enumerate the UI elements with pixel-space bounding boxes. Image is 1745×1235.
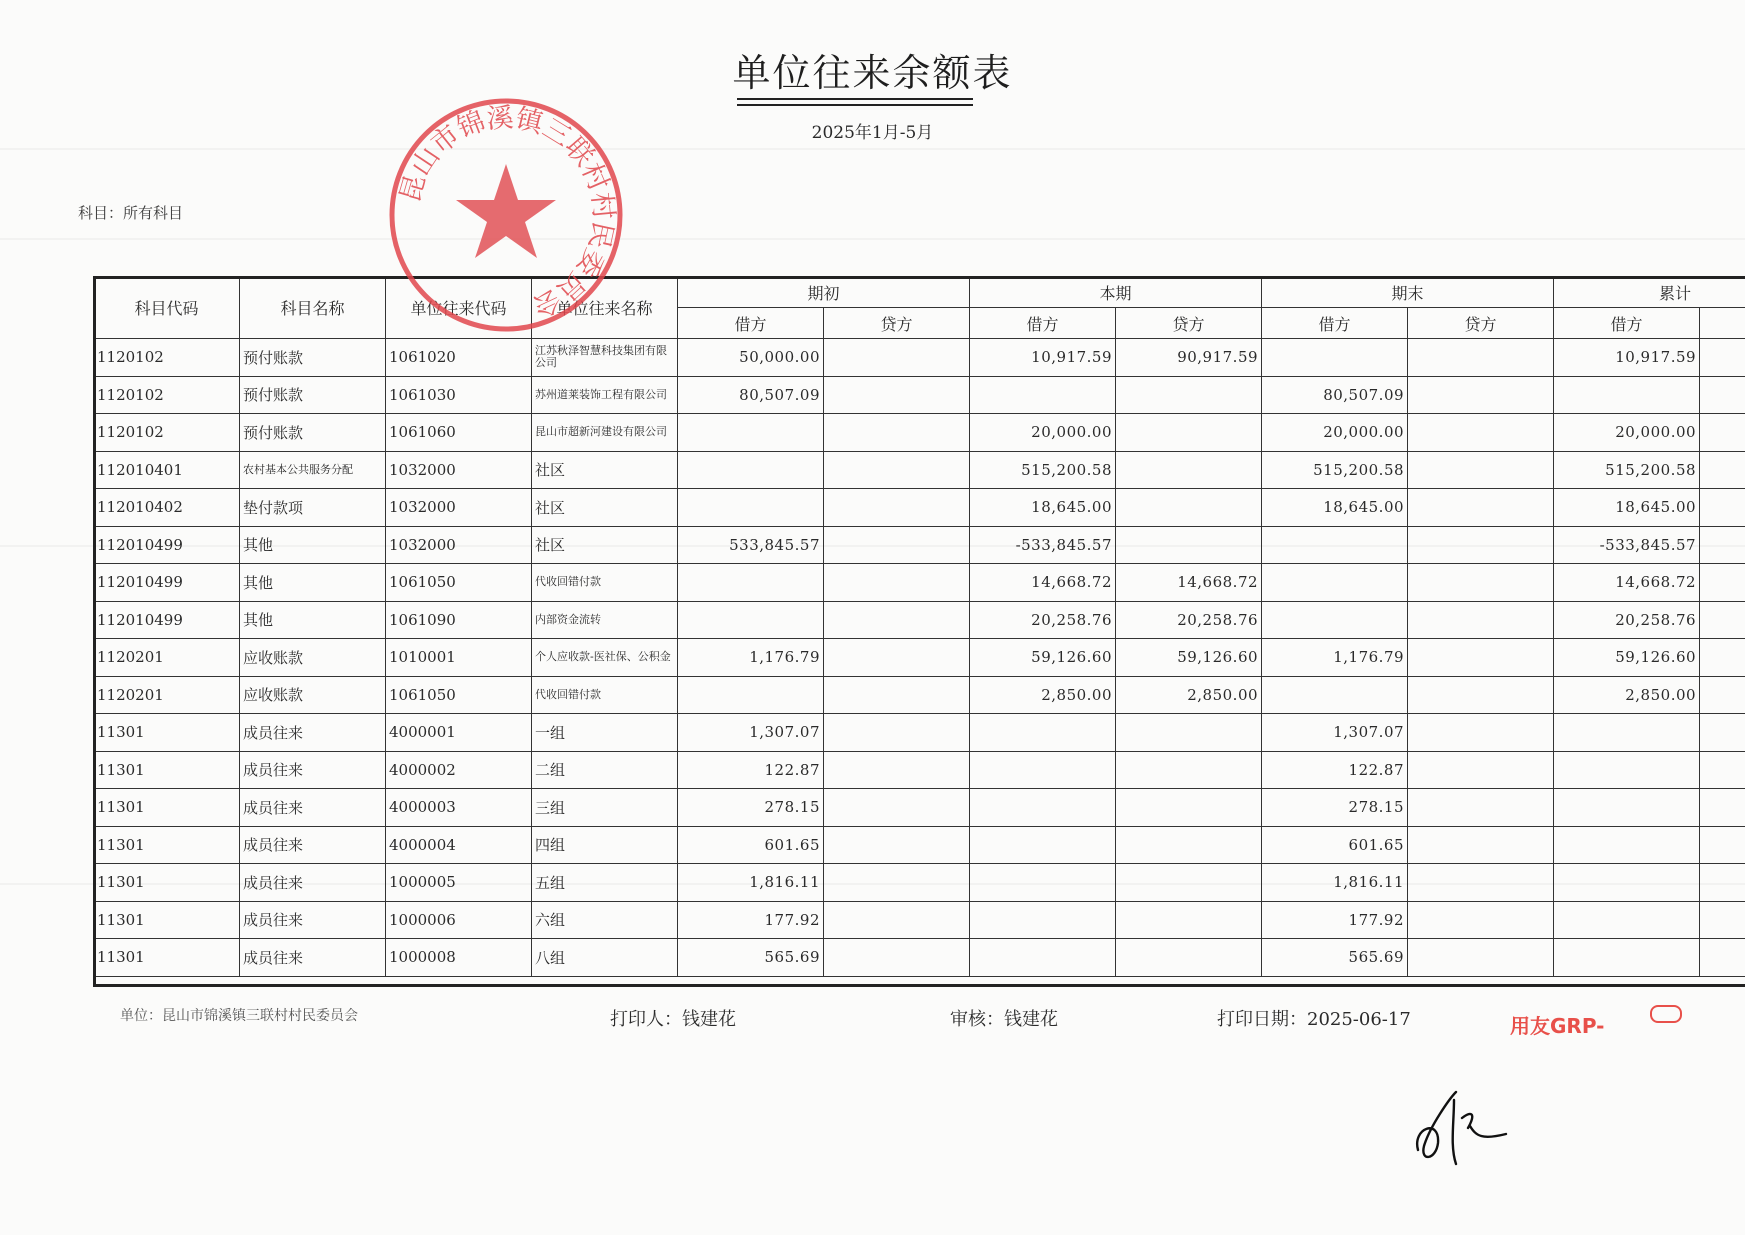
cell-code: 112010499 [94, 564, 240, 602]
cell-opening-debit: 1,307.07 [678, 714, 824, 752]
cell-cumulative-debit: 10,917.59 [1554, 339, 1700, 377]
cell-unit-code: 1061090 [386, 601, 532, 639]
table-row [94, 901, 1745, 939]
cell-cumulative-credit [1700, 414, 1745, 452]
cell-name: 成员往来 [240, 714, 386, 752]
cell-cumulative-debit: 14,668.72 [1554, 564, 1700, 602]
cell-closing-credit [1408, 751, 1554, 789]
cell-current-credit [1116, 489, 1262, 527]
cell-name: 农村基本公共服务分配 [240, 451, 386, 489]
cell-unit-code: 1061050 [386, 676, 532, 714]
cell-opening-debit: 601.65 [678, 826, 824, 864]
cell-unit-code: 1061030 [386, 376, 532, 414]
cell-cumulative-credit [1700, 864, 1745, 902]
table-row [94, 414, 1745, 452]
cell-cumulative-debit [1554, 939, 1700, 977]
cell-name: 垫付款项 [240, 489, 386, 527]
cell-closing-debit: 80,507.09 [1262, 376, 1408, 414]
cell-cumulative-credit [1700, 826, 1745, 864]
report-title: 单位往来余额表 [732, 51, 1013, 95]
table-row [94, 639, 1745, 677]
cell-unit-code: 1010001 [386, 639, 532, 677]
cell-unit-name: 代收回错付款 [532, 564, 678, 602]
cell-cumulative-credit [1700, 601, 1745, 639]
cell-opening-credit [824, 676, 970, 714]
cell-current-debit: 515,200.58 [970, 451, 1116, 489]
footer-reviewer: 审核：钱建花 [950, 1009, 1058, 1030]
cell-closing-credit [1408, 526, 1554, 564]
cell-name: 成员往来 [240, 864, 386, 902]
cell-unit-name: 三组 [532, 789, 678, 827]
header-closing-credit: 贷方 [1408, 308, 1554, 339]
cell-current-credit: 20,258.76 [1116, 601, 1262, 639]
cell-cumulative-credit [1700, 564, 1745, 602]
cell-code: 11301 [94, 751, 240, 789]
cell-current-debit [970, 864, 1116, 902]
cell-opening-credit [824, 939, 970, 977]
header-cumulative: 累计 [1554, 277, 1745, 308]
cell-cumulative-debit: 2,850.00 [1554, 676, 1700, 714]
cell-opening-credit [824, 414, 970, 452]
cell-closing-debit: 20,000.00 [1262, 414, 1408, 452]
cell-unit-name: 一组 [532, 714, 678, 752]
cell-closing-credit [1408, 489, 1554, 527]
table-row [94, 939, 1745, 977]
subject-label: 科目：所有科目 [78, 204, 184, 222]
handwritten-signature [1410, 1088, 1520, 1168]
cell-closing-debit: 515,200.58 [1262, 451, 1408, 489]
cell-cumulative-credit [1700, 676, 1745, 714]
cell-closing-credit [1408, 451, 1554, 489]
balance-table [93, 276, 1745, 977]
cell-opening-credit [824, 901, 970, 939]
header-name: 科目名称 [240, 277, 386, 339]
cell-closing-credit [1408, 864, 1554, 902]
cell-closing-credit [1408, 639, 1554, 677]
cell-unit-code: 1061060 [386, 414, 532, 452]
cell-cumulative-credit [1700, 526, 1745, 564]
cell-unit-code: 1000005 [386, 864, 532, 902]
table-row [94, 751, 1745, 789]
header-code: 科目代码 [94, 277, 240, 339]
cell-code: 11301 [94, 939, 240, 977]
cell-unit-name: 社区 [532, 526, 678, 564]
cell-opening-debit: 1,176.79 [678, 639, 824, 677]
cell-code: 11301 [94, 714, 240, 752]
cell-unit-name: 代收回错付款 [532, 676, 678, 714]
cell-current-credit [1116, 451, 1262, 489]
cell-opening-credit [824, 714, 970, 752]
cell-name: 成员往来 [240, 789, 386, 827]
header-cumulative-debit: 借方 [1554, 308, 1700, 339]
header-cumulative-credit [1700, 308, 1745, 339]
cell-name: 预付账款 [240, 414, 386, 452]
cell-current-debit: 20,000.00 [970, 414, 1116, 452]
cell-opening-credit [824, 751, 970, 789]
cell-closing-credit [1408, 339, 1554, 377]
table-row [94, 826, 1745, 864]
cell-current-debit [970, 939, 1116, 977]
cell-closing-debit: 278.15 [1262, 789, 1408, 827]
cell-cumulative-credit [1700, 714, 1745, 752]
report-period: 2025年1月-5月 [811, 123, 934, 143]
cell-unit-name: 个人应收款-医社保、公积金 [532, 639, 678, 677]
cell-code: 11301 [94, 901, 240, 939]
cell-current-debit [970, 714, 1116, 752]
cell-closing-debit: 601.65 [1262, 826, 1408, 864]
table-row [94, 376, 1745, 414]
header-opening-credit: 贷方 [824, 308, 970, 339]
cell-opening-debit: 50,000.00 [678, 339, 824, 377]
cell-cumulative-debit [1554, 789, 1700, 827]
header-current: 本期 [970, 277, 1262, 308]
cell-current-debit [970, 751, 1116, 789]
cell-cumulative-credit [1700, 451, 1745, 489]
cell-current-debit: -533,845.57 [970, 526, 1116, 564]
cell-current-debit [970, 901, 1116, 939]
cell-opening-credit [824, 789, 970, 827]
cell-cumulative-debit: 18,645.00 [1554, 489, 1700, 527]
cell-closing-credit [1408, 826, 1554, 864]
footer-printer: 打印人：钱建花 [610, 1009, 736, 1030]
cell-current-credit [1116, 901, 1262, 939]
cell-opening-credit [824, 339, 970, 377]
cell-unit-name: 社区 [532, 451, 678, 489]
table-body [94, 339, 1745, 977]
cell-name: 应收账款 [240, 639, 386, 677]
cell-name: 其他 [240, 601, 386, 639]
cell-code: 1120102 [94, 414, 240, 452]
cell-unit-code: 4000004 [386, 826, 532, 864]
cell-name: 成员往来 [240, 826, 386, 864]
header-current-debit: 借方 [970, 308, 1116, 339]
cell-unit-name: 社区 [532, 489, 678, 527]
header-closing-debit: 借方 [1262, 308, 1408, 339]
cell-name: 预付账款 [240, 376, 386, 414]
cell-opening-debit: 80,507.09 [678, 376, 824, 414]
cell-closing-credit [1408, 414, 1554, 452]
cell-current-credit: 59,126.60 [1116, 639, 1262, 677]
cell-current-credit [1116, 714, 1262, 752]
cell-closing-debit: 177.92 [1262, 901, 1408, 939]
cell-name: 预付账款 [240, 339, 386, 377]
header-opening-debit: 借方 [678, 308, 824, 339]
cell-closing-debit: 1,176.79 [1262, 639, 1408, 677]
cell-opening-debit [678, 451, 824, 489]
cell-opening-credit [824, 526, 970, 564]
cell-current-debit [970, 826, 1116, 864]
cell-opening-credit [824, 564, 970, 602]
cell-unit-code: 1061050 [386, 564, 532, 602]
cell-cumulative-credit [1700, 339, 1745, 377]
cell-cumulative-debit: 59,126.60 [1554, 639, 1700, 677]
header-opening: 期初 [678, 277, 970, 308]
cell-code: 1120201 [94, 676, 240, 714]
footer-unit: 单位：昆山市锦溪镇三联村村民委员会 [120, 1008, 358, 1024]
cell-opening-credit [824, 451, 970, 489]
cell-cumulative-debit: 20,258.76 [1554, 601, 1700, 639]
cell-unit-name: 六组 [532, 901, 678, 939]
cell-closing-credit [1408, 601, 1554, 639]
cell-opening-credit [824, 376, 970, 414]
cell-current-credit [1116, 826, 1262, 864]
cell-current-debit: 10,917.59 [970, 339, 1116, 377]
cell-current-credit [1116, 864, 1262, 902]
cell-current-debit [970, 789, 1116, 827]
cell-cumulative-credit [1700, 901, 1745, 939]
cell-closing-debit [1262, 676, 1408, 714]
cell-cumulative-credit [1700, 376, 1745, 414]
cell-closing-debit: 18,645.00 [1262, 489, 1408, 527]
cell-cumulative-credit [1700, 639, 1745, 677]
cell-unit-code: 1032000 [386, 451, 532, 489]
title-underline-bottom [737, 104, 973, 106]
cell-closing-credit [1408, 789, 1554, 827]
cell-unit-name: 昆山市超新河建设有限公司 [532, 414, 678, 452]
table-row [94, 676, 1745, 714]
footer-print-date: 打印日期：2025-06-17 [1217, 1009, 1411, 1030]
cell-name: 应收账款 [240, 676, 386, 714]
cell-unit-name: 四组 [532, 826, 678, 864]
cell-code: 112010401 [94, 451, 240, 489]
cell-closing-debit: 1,307.07 [1262, 714, 1408, 752]
cell-unit-code: 4000002 [386, 751, 532, 789]
cell-name: 其他 [240, 526, 386, 564]
cell-opening-credit [824, 864, 970, 902]
cell-code: 11301 [94, 864, 240, 902]
cell-cumulative-credit [1700, 939, 1745, 977]
cell-closing-debit: 122.87 [1262, 751, 1408, 789]
cell-unit-name: 苏州道莱装饰工程有限公司 [532, 376, 678, 414]
seal-text: 昆山市锦溪镇三联村村民委员会 [394, 102, 619, 323]
cell-closing-debit [1262, 339, 1408, 377]
table-row [94, 339, 1745, 377]
cell-closing-credit [1408, 714, 1554, 752]
cell-cumulative-debit [1554, 376, 1700, 414]
cell-name: 成员往来 [240, 901, 386, 939]
brand-cloud-icon [1650, 1005, 1682, 1023]
cell-code: 112010499 [94, 601, 240, 639]
cell-code: 1120102 [94, 376, 240, 414]
cell-opening-debit [678, 564, 824, 602]
cell-current-debit: 18,645.00 [970, 489, 1116, 527]
cell-code: 1120201 [94, 639, 240, 677]
header-closing: 期末 [1262, 277, 1554, 308]
cell-opening-debit [678, 601, 824, 639]
cell-opening-debit [678, 414, 824, 452]
cell-opening-debit: 565.69 [678, 939, 824, 977]
cell-closing-debit [1262, 564, 1408, 602]
cell-cumulative-debit [1554, 901, 1700, 939]
cell-opening-debit [678, 489, 824, 527]
cell-unit-name: 八组 [532, 939, 678, 977]
cell-code: 11301 [94, 826, 240, 864]
cell-opening-debit: 177.92 [678, 901, 824, 939]
cell-opening-credit [824, 601, 970, 639]
table-row [94, 526, 1745, 564]
cell-cumulative-debit: -533,845.57 [1554, 526, 1700, 564]
cell-unit-name: 二组 [532, 751, 678, 789]
cell-opening-debit: 533,845.57 [678, 526, 824, 564]
cell-opening-debit [678, 676, 824, 714]
cell-name: 成员往来 [240, 751, 386, 789]
cell-unit-name: 内部资金流转 [532, 601, 678, 639]
cell-current-credit [1116, 751, 1262, 789]
table-row [94, 489, 1745, 527]
cell-opening-debit: 1,816.11 [678, 864, 824, 902]
cell-closing-debit: 1,816.11 [1262, 864, 1408, 902]
cell-closing-credit [1408, 901, 1554, 939]
table-row [94, 789, 1745, 827]
cell-opening-debit: 122.87 [678, 751, 824, 789]
cell-opening-credit [824, 489, 970, 527]
cell-closing-debit: 565.69 [1262, 939, 1408, 977]
table-row [94, 601, 1745, 639]
brand-logo: 用友GRP- [1510, 1014, 1605, 1038]
cell-unit-code: 1000006 [386, 901, 532, 939]
table-row [94, 864, 1745, 902]
cell-cumulative-credit [1700, 751, 1745, 789]
cell-closing-credit [1408, 676, 1554, 714]
cell-cumulative-credit [1700, 489, 1745, 527]
cell-current-debit: 20,258.76 [970, 601, 1116, 639]
cell-cumulative-debit: 515,200.58 [1554, 451, 1700, 489]
cell-cumulative-debit [1554, 751, 1700, 789]
header-unit-code: 单位往来代码 [386, 277, 532, 339]
cell-opening-credit [824, 826, 970, 864]
cell-cumulative-debit [1554, 714, 1700, 752]
cell-current-credit: 90,917.59 [1116, 339, 1262, 377]
cell-closing-credit [1408, 564, 1554, 602]
title-underline-top [737, 98, 973, 100]
cell-code: 112010499 [94, 526, 240, 564]
header-current-credit: 贷方 [1116, 308, 1262, 339]
cell-name: 成员往来 [240, 939, 386, 977]
cell-cumulative-debit: 20,000.00 [1554, 414, 1700, 452]
cell-current-credit [1116, 939, 1262, 977]
cell-closing-debit [1262, 526, 1408, 564]
cell-current-credit [1116, 376, 1262, 414]
cell-current-credit [1116, 414, 1262, 452]
cell-code: 112010402 [94, 489, 240, 527]
cell-unit-code: 1061020 [386, 339, 532, 377]
cell-current-credit: 2,850.00 [1116, 676, 1262, 714]
cell-opening-credit [824, 639, 970, 677]
cell-current-credit: 14,668.72 [1116, 564, 1262, 602]
cell-name: 其他 [240, 564, 386, 602]
cell-code: 11301 [94, 789, 240, 827]
cell-unit-name: 五组 [532, 864, 678, 902]
cell-current-debit: 59,126.60 [970, 639, 1116, 677]
cell-current-credit [1116, 526, 1262, 564]
cell-cumulative-debit [1554, 864, 1700, 902]
cell-opening-debit: 278.15 [678, 789, 824, 827]
cell-closing-credit [1408, 376, 1554, 414]
cell-unit-code: 4000001 [386, 714, 532, 752]
cell-cumulative-debit [1554, 826, 1700, 864]
cell-current-debit: 14,668.72 [970, 564, 1116, 602]
table-row [94, 714, 1745, 752]
cell-unit-code: 1000008 [386, 939, 532, 977]
cell-current-credit [1116, 789, 1262, 827]
cell-code: 1120102 [94, 339, 240, 377]
cell-unit-code: 1032000 [386, 489, 532, 527]
cell-unit-name: 江苏秋泽智慧科技集团有限公司 [532, 339, 678, 377]
cell-unit-code: 1032000 [386, 526, 532, 564]
balance-table-sheet [93, 276, 1745, 987]
cell-current-debit [970, 376, 1116, 414]
cell-unit-code: 4000003 [386, 789, 532, 827]
table-row [94, 451, 1745, 489]
table-row [94, 564, 1745, 602]
cell-closing-debit [1262, 601, 1408, 639]
cell-closing-credit [1408, 939, 1554, 977]
cell-current-debit: 2,850.00 [970, 676, 1116, 714]
cell-cumulative-credit [1700, 789, 1745, 827]
header-unit-name: 单位往来名称 [532, 277, 678, 339]
